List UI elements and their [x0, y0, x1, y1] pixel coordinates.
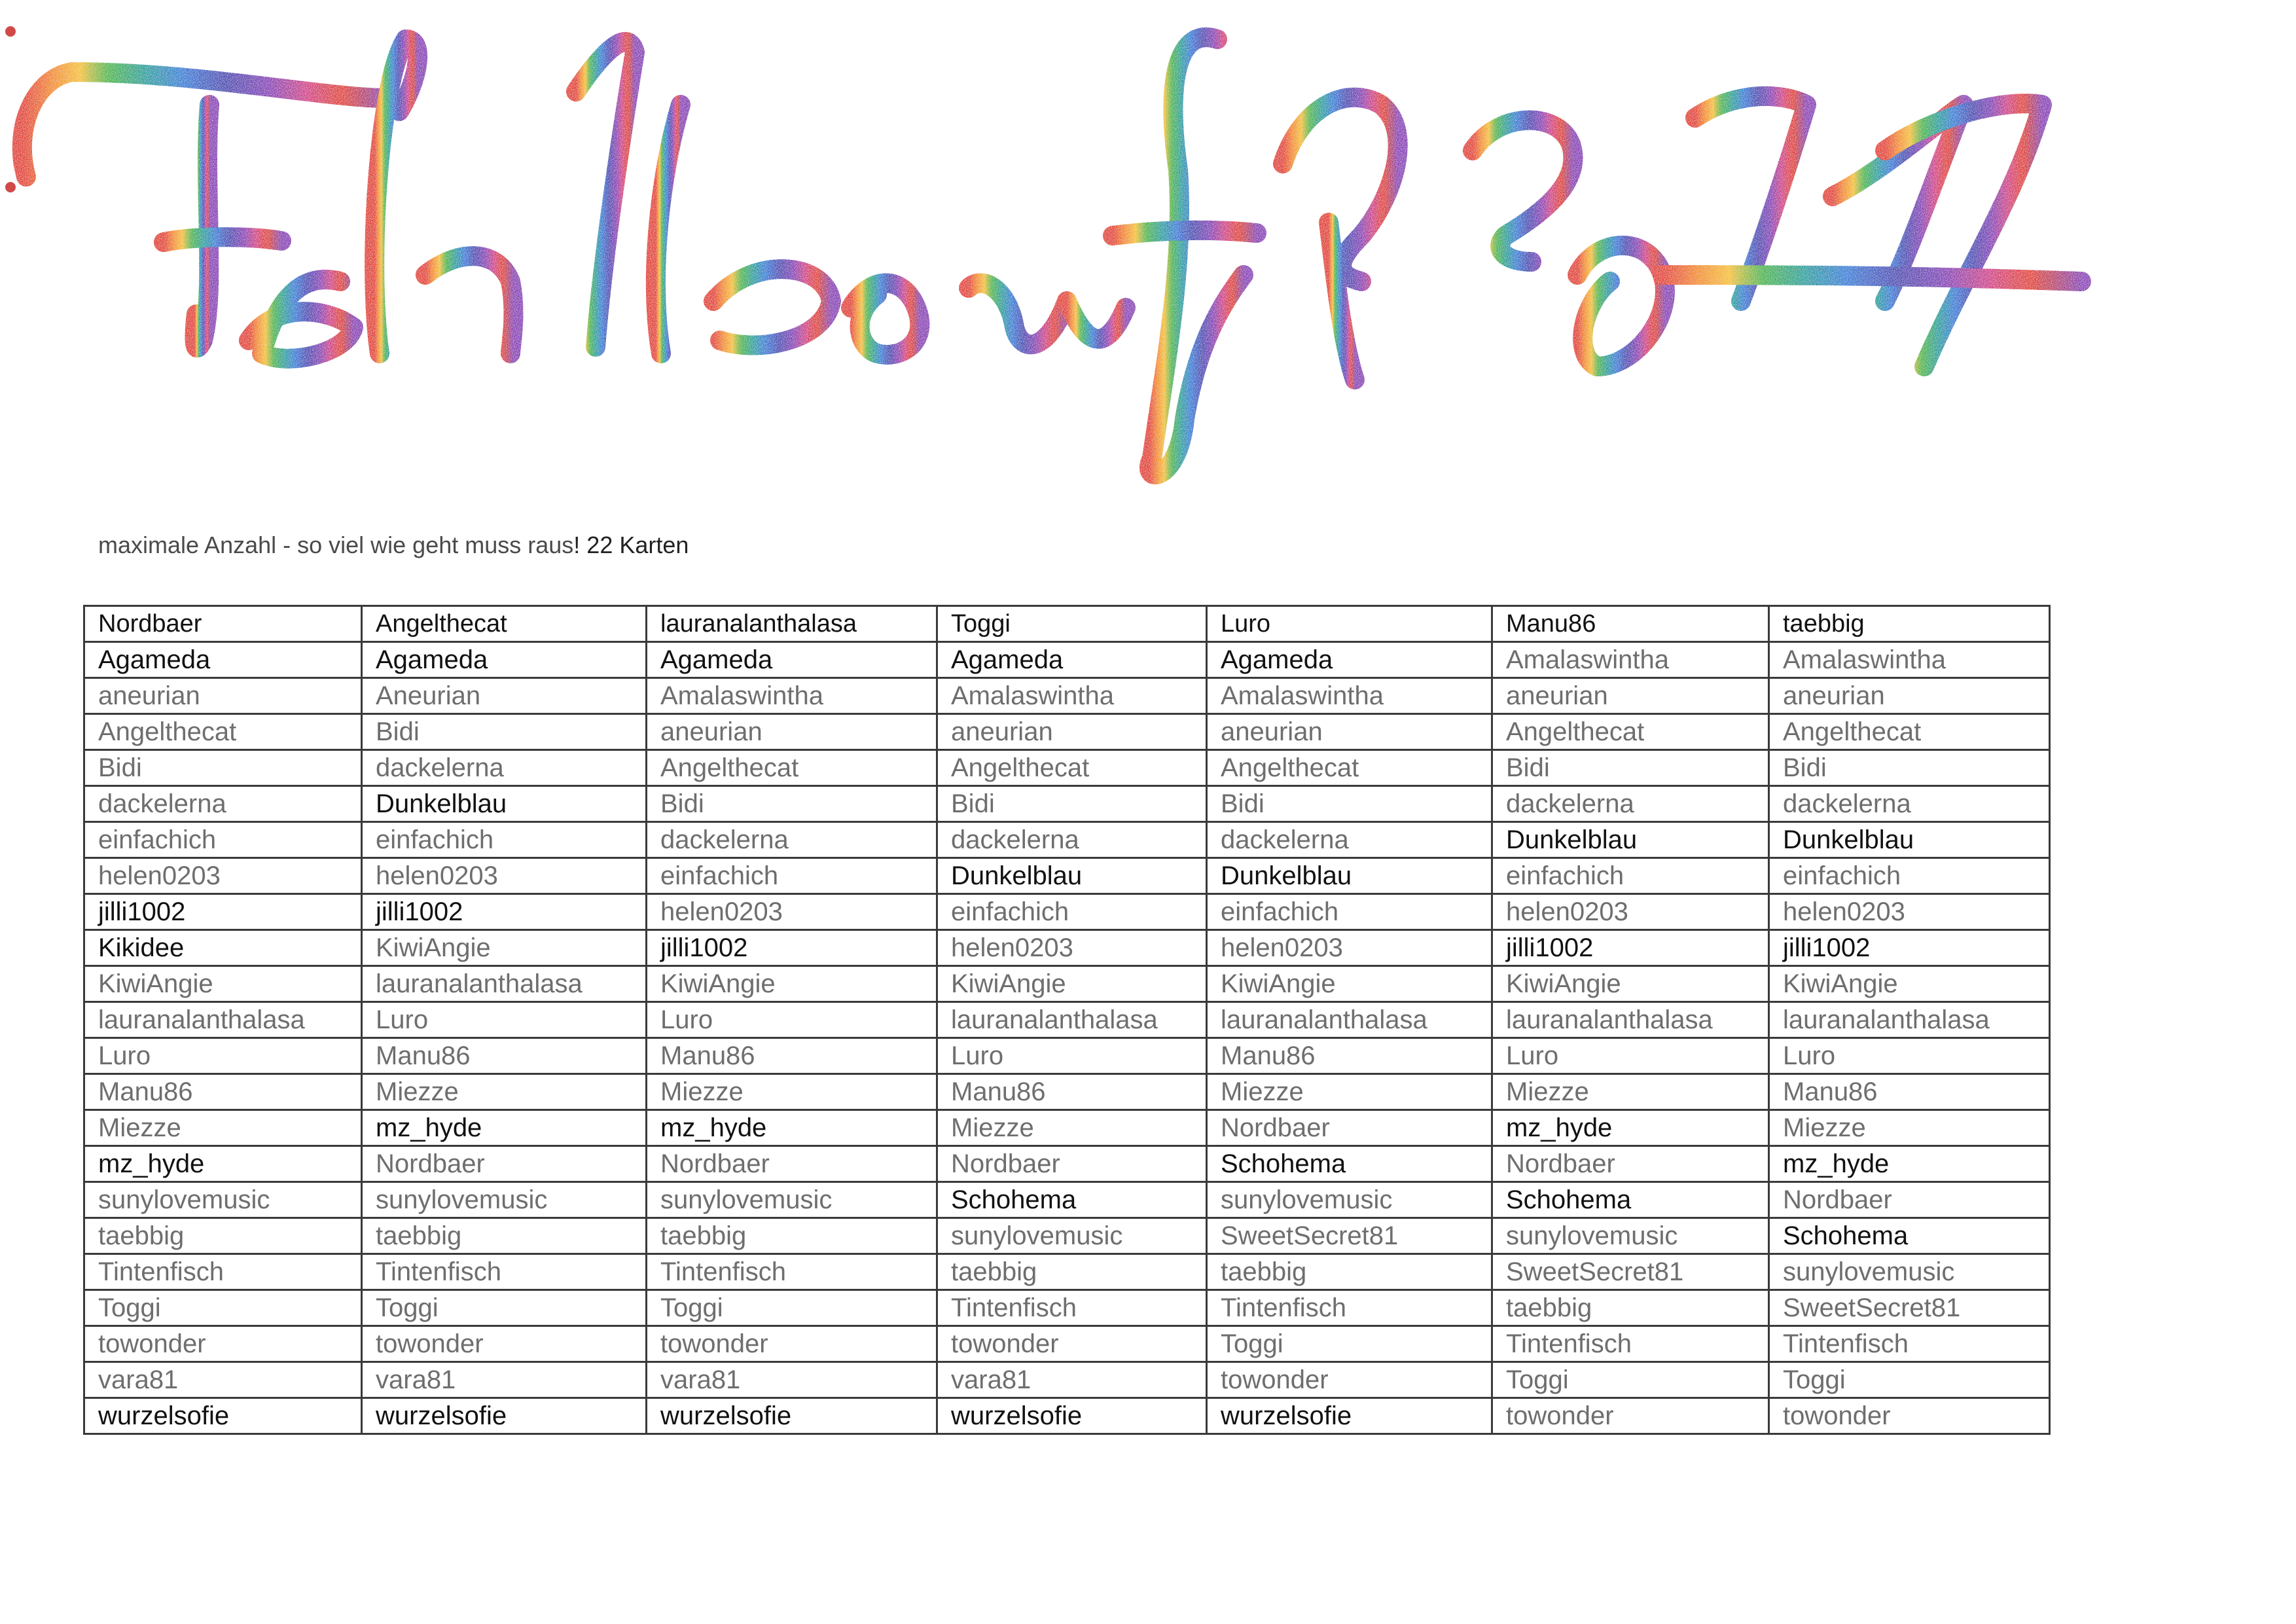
table-row [84, 1002, 2050, 1038]
table-cell: towonder [937, 1326, 1207, 1362]
table-cell: taebbig [1492, 1290, 1769, 1326]
table-row [84, 1218, 2050, 1254]
table-cell: einfachich [84, 822, 362, 858]
table-cell: Dunkelblau [937, 858, 1207, 894]
table-cell: towonder [362, 1326, 647, 1362]
table-cell: towonder [647, 1326, 937, 1362]
table-cell: mz_hyde [1769, 1146, 2050, 1182]
table-cell: Bidi [362, 714, 647, 750]
column-header: taebbig [1769, 606, 2050, 642]
table-cell: Miezze [1492, 1074, 1769, 1110]
table-cell: einfachich [1207, 894, 1492, 930]
table-cell: Bidi [937, 786, 1207, 822]
table-cell: vara81 [362, 1362, 647, 1398]
table-cell: Luro [937, 1038, 1207, 1074]
table-cell: Manu86 [1207, 1038, 1492, 1074]
table-cell: Manu86 [1769, 1074, 2050, 1110]
table-cell: helen0203 [1492, 894, 1769, 930]
table-cell: wurzelsofie [362, 1398, 647, 1434]
table-cell: KiwiAngie [1769, 966, 2050, 1002]
table-cell: Amalaswintha [937, 678, 1207, 714]
table-row [84, 1146, 2050, 1182]
table-row [84, 678, 2050, 714]
table-cell: Angelthecat [1492, 714, 1769, 750]
table-cell: helen0203 [1769, 894, 2050, 930]
table-cell: Tintenfisch [937, 1290, 1207, 1326]
table-cell: dackelerna [1207, 822, 1492, 858]
table-cell: lauranalanthalasa [362, 966, 647, 1002]
table-cell: Tintenfisch [647, 1254, 937, 1290]
table-cell: Amalaswintha [1207, 678, 1492, 714]
card-count-note [98, 532, 689, 559]
table-cell: Dunkelblau [1769, 822, 2050, 858]
table-cell: einfachich [1492, 858, 1769, 894]
table-cell: taebbig [84, 1218, 362, 1254]
table-cell: sunylovemusic [1207, 1182, 1492, 1218]
table-cell: Luro [362, 1002, 647, 1038]
table-row [84, 1398, 2050, 1434]
table-cell: dackelerna [362, 750, 647, 786]
table-cell: Miezze [1769, 1110, 2050, 1146]
table-cell: aneurian [647, 714, 937, 750]
table-cell: jilli1002 [1769, 930, 2050, 966]
table-cell: lauranalanthalasa [84, 1002, 362, 1038]
table-cell: jilli1002 [647, 930, 937, 966]
table-cell: Manu86 [647, 1038, 937, 1074]
table-cell: Aneurian [362, 678, 647, 714]
table-cell: vara81 [937, 1362, 1207, 1398]
table-cell: KiwiAngie [937, 966, 1207, 1002]
note-text: maximale Anzahl - so viel wie geht muss raus [98, 532, 574, 558]
table-cell: Agameda [362, 642, 647, 678]
table-cell: SweetSecret81 [1769, 1290, 2050, 1326]
table-cell: Bidi [1207, 786, 1492, 822]
table-cell: KiwiAngie [1492, 966, 1769, 1002]
table-cell: wurzelsofie [937, 1398, 1207, 1434]
table-cell: aneurian [84, 678, 362, 714]
column-header: Luro [1207, 606, 1492, 642]
table-row [84, 1362, 2050, 1398]
table-cell: towonder [1492, 1398, 1769, 1434]
table-cell: Nordbaer [1207, 1110, 1492, 1146]
table-cell: helen0203 [362, 858, 647, 894]
table-cell: mz_hyde [362, 1110, 647, 1146]
table-cell: dackelerna [937, 822, 1207, 858]
column-header: Angelthecat [362, 606, 647, 642]
table-cell: Toggi [1207, 1326, 1492, 1362]
table-cell: Dunkelblau [1207, 858, 1492, 894]
table-cell: SweetSecret81 [1207, 1218, 1492, 1254]
table-cell: Agameda [84, 642, 362, 678]
table-cell: Miezze [362, 1074, 647, 1110]
table-cell: jilli1002 [1492, 930, 1769, 966]
table-cell: helen0203 [647, 894, 937, 930]
table-cell: lauranalanthalasa [1492, 1002, 1769, 1038]
table-row [84, 1074, 2050, 1110]
card-lists-table [83, 605, 2051, 1435]
table-row [84, 894, 2050, 930]
table-cell: aneurian [1769, 678, 2050, 714]
table-cell: Agameda [647, 642, 937, 678]
table-cell: wurzelsofie [84, 1398, 362, 1434]
table-cell: Amalaswintha [647, 678, 937, 714]
table-row [84, 1182, 2050, 1218]
table-cell: wurzelsofie [647, 1398, 937, 1434]
table-cell: Toggi [647, 1290, 937, 1326]
table-cell: jilli1002 [84, 894, 362, 930]
table-row [84, 966, 2050, 1002]
table-cell: aneurian [1207, 714, 1492, 750]
table-cell: KiwiAngie [647, 966, 937, 1002]
table-cell: Manu86 [84, 1074, 362, 1110]
table-cell: Toggi [1769, 1362, 2050, 1398]
table-cell: wurzelsofie [1207, 1398, 1492, 1434]
table-cell: sunylovemusic [647, 1182, 937, 1218]
table-cell: Angelthecat [84, 714, 362, 750]
table-row [84, 786, 2050, 822]
table-cell: Tintenfisch [1492, 1326, 1769, 1362]
table-cell: einfachich [1769, 858, 2050, 894]
table-cell: vara81 [84, 1362, 362, 1398]
table-cell: einfachich [362, 822, 647, 858]
table-cell: helen0203 [84, 858, 362, 894]
table-cell: Bidi [1492, 750, 1769, 786]
table-cell: Bidi [1769, 750, 2050, 786]
table-cell: mz_hyde [647, 1110, 937, 1146]
table-cell: Luro [1492, 1038, 1769, 1074]
table-cell: Schohema [1492, 1182, 1769, 1218]
table-row [84, 930, 2050, 966]
table-cell: sunylovemusic [937, 1218, 1207, 1254]
table-cell: Nordbaer [362, 1146, 647, 1182]
table-cell: dackelerna [1769, 786, 2050, 822]
table-body [84, 642, 2050, 1434]
table-cell: Agameda [937, 642, 1207, 678]
table-cell: Dunkelblau [1492, 822, 1769, 858]
table-row [84, 1326, 2050, 1362]
table-cell: Manu86 [937, 1074, 1207, 1110]
table-cell: taebbig [937, 1254, 1207, 1290]
table-cell: Tintenfisch [1769, 1326, 2050, 1362]
table-cell: mz_hyde [84, 1146, 362, 1182]
table-cell: towonder [1769, 1398, 2050, 1434]
table-cell: Amalaswintha [1769, 642, 2050, 678]
card-count-label: ! 22 Karten [573, 532, 689, 558]
table-cell: lauranalanthalasa [1769, 1002, 2050, 1038]
table-cell: Amalaswintha [1492, 642, 1769, 678]
table-cell: Angelthecat [647, 750, 937, 786]
table-cell: vara81 [647, 1362, 937, 1398]
table-cell: helen0203 [937, 930, 1207, 966]
table-cell: Miezze [84, 1110, 362, 1146]
table-cell: SweetSecret81 [1492, 1254, 1769, 1290]
table-header-row [84, 606, 2050, 642]
table-cell: taebbig [362, 1218, 647, 1254]
table-row [84, 642, 2050, 678]
table-cell: taebbig [647, 1218, 937, 1254]
table-row [84, 858, 2050, 894]
table-cell: Miezze [1207, 1074, 1492, 1110]
table-row [84, 1290, 2050, 1326]
table-cell: Bidi [84, 750, 362, 786]
table-cell: Bidi [647, 786, 937, 822]
table-cell: Schohema [1207, 1146, 1492, 1182]
logo-fehlerauf-rr677 [0, 0, 2296, 511]
table-cell: KiwiAngie [362, 930, 647, 966]
table-cell: einfachich [937, 894, 1207, 930]
table-cell: Nordbaer [1492, 1146, 1769, 1182]
table-cell: towonder [84, 1326, 362, 1362]
table-cell: dackelerna [1492, 786, 1769, 822]
table-cell: Manu86 [362, 1038, 647, 1074]
column-header: lauranalanthalasa [647, 606, 937, 642]
table-cell: sunylovemusic [362, 1182, 647, 1218]
table-row [84, 750, 2050, 786]
table-cell: Schohema [937, 1182, 1207, 1218]
table-cell: Luro [1769, 1038, 2050, 1074]
table-cell: Angelthecat [1207, 750, 1492, 786]
table-cell: Agameda [1207, 642, 1492, 678]
table-row [84, 1254, 2050, 1290]
table-cell: dackelerna [647, 822, 937, 858]
table-row [84, 822, 2050, 858]
table-cell: einfachich [647, 858, 937, 894]
table-cell: KiwiAngie [84, 966, 362, 1002]
table-cell: taebbig [1207, 1254, 1492, 1290]
table-cell: towonder [1207, 1362, 1492, 1398]
table-cell: Toggi [1492, 1362, 1769, 1398]
table-cell: KiwiAngie [1207, 966, 1492, 1002]
table-cell: lauranalanthalasa [1207, 1002, 1492, 1038]
table-cell: Nordbaer [647, 1146, 937, 1182]
table-cell: Toggi [362, 1290, 647, 1326]
table-cell: sunylovemusic [1492, 1218, 1769, 1254]
table-cell: Dunkelblau [362, 786, 647, 822]
table-cell: lauranalanthalasa [937, 1002, 1207, 1038]
table-cell: dackelerna [84, 786, 362, 822]
table-cell: Kikidee [84, 930, 362, 966]
table-cell: aneurian [1492, 678, 1769, 714]
table-cell: helen0203 [1207, 930, 1492, 966]
table-cell: Angelthecat [1769, 714, 2050, 750]
table-cell: Tintenfisch [84, 1254, 362, 1290]
table-row [84, 1038, 2050, 1074]
table-cell: Nordbaer [937, 1146, 1207, 1182]
table-cell: Schohema [1769, 1218, 2050, 1254]
table-cell: Angelthecat [937, 750, 1207, 786]
table-cell: Nordbaer [1769, 1182, 2050, 1218]
table-cell: jilli1002 [362, 894, 647, 930]
table-cell: mz_hyde [1492, 1110, 1769, 1146]
column-header: Manu86 [1492, 606, 1769, 642]
table-cell: Miezze [937, 1110, 1207, 1146]
table-cell: Luro [84, 1038, 362, 1074]
table-cell: Tintenfisch [1207, 1290, 1492, 1326]
table-cell: Tintenfisch [362, 1254, 647, 1290]
table-cell: aneurian [937, 714, 1207, 750]
table-row [84, 1110, 2050, 1146]
table-cell: Toggi [84, 1290, 362, 1326]
table-cell: sunylovemusic [1769, 1254, 2050, 1290]
table-cell: sunylovemusic [84, 1182, 362, 1218]
table-cell: Miezze [647, 1074, 937, 1110]
column-header: Toggi [937, 606, 1207, 642]
column-header: Nordbaer [84, 606, 362, 642]
table-row [84, 714, 2050, 750]
table-cell: Luro [647, 1002, 937, 1038]
